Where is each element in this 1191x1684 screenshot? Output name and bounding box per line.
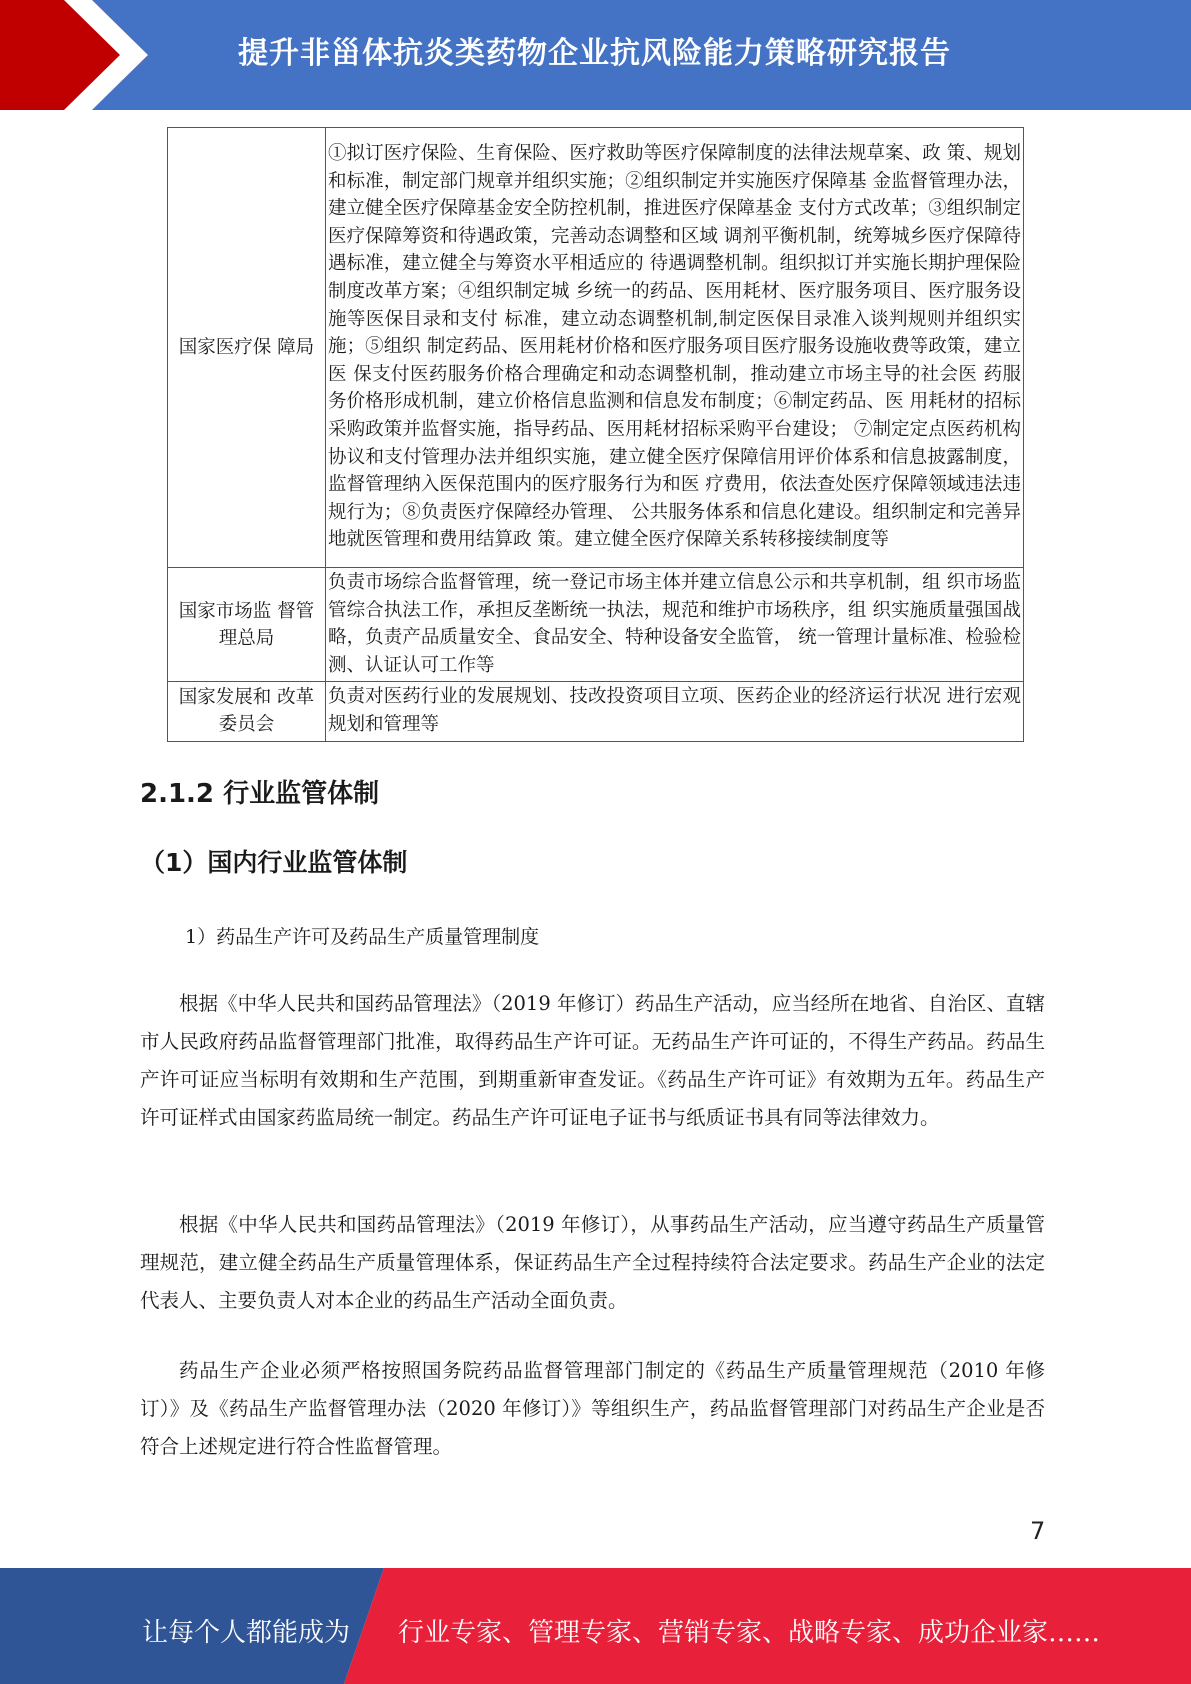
subsection-heading: （1）国内行业监管体制 xyxy=(140,848,408,877)
body-paragraph: 药品生产企业必须严格按照国务院药品监督管理部门制定的《药品生产质量管理规范（2010 年修订）》及《药品生产监督管理办法（2020 年修订）》等组织生产，药品监督管理部门对药品生产企业是否符合上述规定进行符合性监督管理。 xyxy=(140,1359,1045,1458)
table-row xyxy=(168,128,1024,568)
report-title: 提升非甾体抗炎类药物企业抗风险能力策略研究报告 xyxy=(238,36,951,71)
page-header xyxy=(0,0,1191,110)
org-cell: 国家医疗保 障局 xyxy=(168,128,326,568)
footer-slogan-right: 行业专家、管理专家、营销专家、战略专家、成功企业家…… xyxy=(398,1618,1101,1648)
org-cell: 国家发展和 改革委员会 xyxy=(168,682,326,741)
table-row xyxy=(168,682,1024,741)
page-footer xyxy=(0,1568,1191,1684)
duty-cell: 负责对医药行业的发展规划、技改投资项目立项、医药企业的经济运行状况 进行宏观规划和管理等 xyxy=(326,682,1024,741)
duty-cell: ①拟订医疗保险、生育保险、医疗救助等医疗保障制度的法律法规草案、政 策、规划和标准，制定部门规章并组织实施；②组织制定并实施医疗保障基 金监督管理办法，建立健全医疗保障基金安全防控机制，推进医疗保障基金 支付方式改革；③组织制定医疗保障筹资和待遇政策，完善动态调整和区域 调剂平衡机制，统筹城乡医疗保障待遇标准，建立健全与筹资水平相适应的 待遇调整机制。组织拟订并实施长期护理保险制度改革方案；④组织制定城 乡统一的药品、医用耗材、医疗服务项目、医疗服务设施等医保目录和支付 标准，建立动态调整机制,制定医保目录准入谈判规则并组织实施；⑤组织 制定药品、医用耗材价格和医疗服务项目医疗服务设施收费等政策，建立医 保支付医药服务价格合理确定和动态调整机制，推动建立市场主导的社会医 药服务价格形成机制，建立价格信息监测和信息发布制度；⑥制定药品、医 用耗材的招标采购政策并监督实施，指导药品、医用耗材招标采购平台建设； ⑦制定定点医药机构协议和支付管理办法并组织实施，建立健全医疗保障信用评价体系和信息披露制度，监督管理纳入医保范围内的医疗服务行为和医 疗费用，依法查处医疗保障领域违法违规行为；⑧负责医疗保障经办管理、 公共服务体系和信息化建设。组织制定和完善异地就医管理和费用结算政 策。建立健全医疗保障关系转移接续制度等 xyxy=(326,128,1024,568)
body-paragraph: 根据《中华人民共和国药品管理法》（2019 年修订），从事药品生产活动，应当遵守药品生产质量管理规范，建立健全药品生产质量管理体系，保证药品生产全过程持续符合法定要求。药品生产企业的法定代表人、主要负责人对本企业的药品生产活动全面负责。 xyxy=(140,1213,1045,1312)
section-heading: 2.1.2 行业监管体制 xyxy=(140,779,380,809)
duty-cell: 负责市场综合监督管理，统一登记市场主体并建立信息公示和共享机制，组 织市场监管综合执法工作，承担反垄断统一执法，规范和维护市场秩序，组 织实施质量强国战略，负责产品质量安全、食品安全、特种设备安全监管， 统一管理计量标准、检验检测、认证认可工作等 xyxy=(326,568,1024,682)
org-cell: 国家市场监 督管理总局 xyxy=(168,568,326,682)
agency-duties-table xyxy=(167,127,1024,742)
table-row xyxy=(168,568,1024,682)
item-title: 1）药品生产许可及药品生产质量管理制度 xyxy=(185,926,540,948)
body-paragraph: 根据《中华人民共和国药品管理法》（2019 年修订）药品生产活动，应当经所在地省、自治区、直辖市人民政府药品监督管理部门批准，取得药品生产许可证。无药品生产许可证的，不得生产药品。药品生产许可证应当标明有效期和生产范围，到期重新审查发证。《药品生产许可证》有效期为五年。药品生产许可证样式由国家药监局统一制定。药品生产许可证电子证书与纸质证书具有同等法律效力。 xyxy=(140,992,1045,1129)
page-number: 7 xyxy=(1030,1517,1046,1545)
footer-slogan-left: 让每个人都能成为 xyxy=(142,1618,351,1648)
